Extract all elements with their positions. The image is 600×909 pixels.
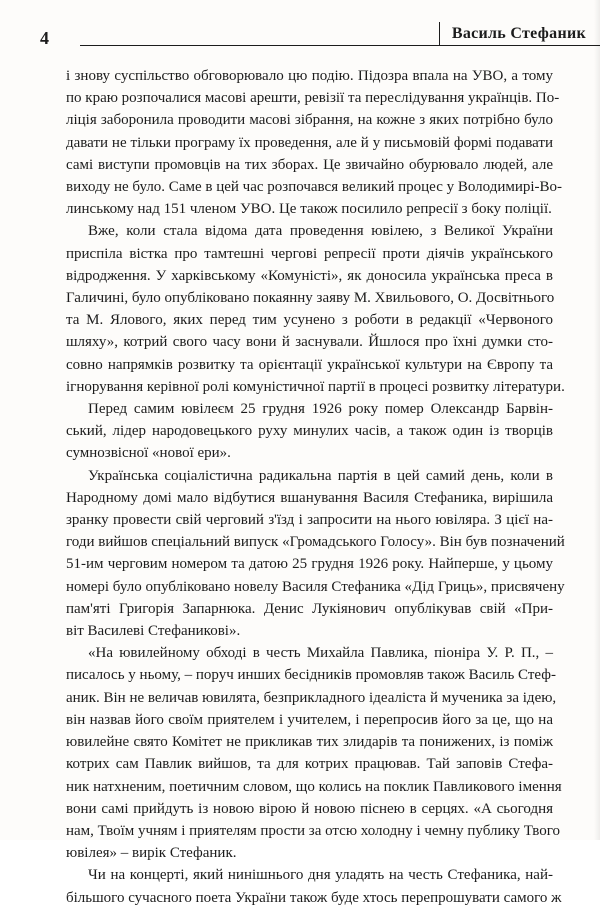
paragraph	[66, 642, 562, 864]
text-line: ліція заборонила проводити масові зібрання, на кожне з яких потрібно було	[66, 112, 553, 129]
text-line: писалось у ньому, – поруч инших бесідників промовляв також Василь Стеф-	[66, 667, 556, 684]
text-line: Чи на концерті, який нинішнього дня уладять на честь Стефаника, най-	[88, 867, 553, 884]
paragraph	[66, 220, 565, 398]
text-line: номері було опубліковано новелу Василя Стефаника «Дід Гриць», присвячену	[66, 578, 565, 595]
text-line: приспіла вістка про тамтешні чергові репресії проти діячів українського	[66, 245, 553, 262]
text-line: вони самі прийдуть із новою вірою й новою піснею в серцях. «А сьогодня	[66, 800, 553, 817]
text-line: Українська соціалістична радикальна партія в цей самий день, коли в	[88, 467, 553, 484]
text-line: Народному домі мало відбутися вшанування Василя Стефаника, вирішила	[66, 489, 553, 506]
paragraph	[66, 398, 553, 465]
text-line: аник. Він не величав ювилята, безприкладного ідеаліста й мученика за ідею,	[66, 689, 557, 706]
text-line: ігнорування керівної ролі комуністичної партії в процесі розвитку літератури.	[66, 378, 565, 395]
page-edge-shadow	[594, 0, 600, 840]
text-line: більшого сучасного поета України також буде хтось перепрошувати самого ж	[66, 889, 562, 906]
page-header	[40, 22, 600, 52]
text-line: котрих сам Павлик вийшов, та для котрих працював. Тай заповів Стефа-	[66, 756, 553, 773]
paragraph	[66, 65, 563, 220]
text-line: давати не тільки програму їх проведення, але й у письмовій формі подавати	[66, 134, 553, 151]
text-line: Вже, коли стала відома дата проведення ювілею, з Великої України	[88, 223, 553, 240]
text-line: він назвав його своїм приятелем і учителем, і перепросив його за це, що на	[66, 711, 553, 728]
text-line: ник натхненим, поетичним словом, що колись на поклик Павликового імення	[66, 778, 562, 795]
text-line: шляху», котрий свого часу вони й заснували. Йшлося про їхні думки сто-	[66, 334, 553, 351]
text-line: і знову суспільство обговорювало цю подію. Підозра впала на УВО, а тому	[66, 68, 553, 84]
body-text	[66, 65, 565, 909]
text-line: Галичині, було опубліковано покаянну заяву М. Хвильового, О. Досвітнього	[66, 290, 555, 307]
text-line: совно напрямків розвитку та орієнтації української культури на Європу та	[66, 356, 553, 373]
text-line: ювилейне свято Комітет не прикликав тих злидарів та понижених, із поміж	[66, 734, 553, 751]
text-line: самі виступи промовців на тих зборах. Це звичайно обурювало людей, але	[66, 156, 553, 173]
text-line: 51-им черговим номером та датою 25 грудня 1926 року. Найперше, у цьому	[66, 556, 553, 573]
text-line: по краю розпочалися масові арешти, ревізії та переслідування українців. По-	[66, 90, 560, 107]
text-line: нам, Твоїм учням і приятелям прости за отсю холодну і чемну публику Твого	[66, 822, 560, 839]
text-line: сумнозвісної «нової ери».	[66, 445, 231, 462]
text-line: линському над 151 членом УВО. Це також посилило репресії з боку поліції.	[66, 201, 552, 218]
text-line: «На ювилейному обході в честь Михайла Павлика, піоніра У. Р. П., –	[88, 645, 553, 662]
text-line: Перед самим ювілеєм 25 грудня 1926 року помер Олександр Барвін-	[88, 401, 553, 418]
text-line: пам'яті Григорія Запарнюка. Денис Лукіянович опублікував свій «При-	[66, 600, 553, 617]
page-number: 4	[40, 28, 50, 48]
text-line: віт Василеві Стефаникові».	[66, 623, 241, 640]
text-line: відродження. У харківському «Комуністі», як доносила українська преса в	[66, 267, 553, 284]
paragraph	[66, 465, 565, 643]
header-rule	[80, 45, 600, 46]
text-line: ський, лідер народовецького руху минулих часів, а також один із творців	[66, 423, 553, 440]
text-line: виходу не було. Саме в цей час розпочався великий процес у Володимирі-Во-	[66, 179, 563, 196]
paragraph	[66, 864, 562, 908]
text-line: ювілея» – вирік Стефаник.	[66, 845, 237, 862]
text-line: зранку провести свій черговий з'їзд і запросити на нього ювіляра. З цієї на-	[66, 512, 553, 529]
text-line: та М. Ялового, яких перед тим усунено з роботи в редакції «Червоного	[66, 312, 553, 329]
running-head: Василь Стефаник	[439, 22, 600, 45]
text-line: годи вийшов спеціальний випуск «Громадського Голосу». Він був позначений	[66, 534, 565, 551]
